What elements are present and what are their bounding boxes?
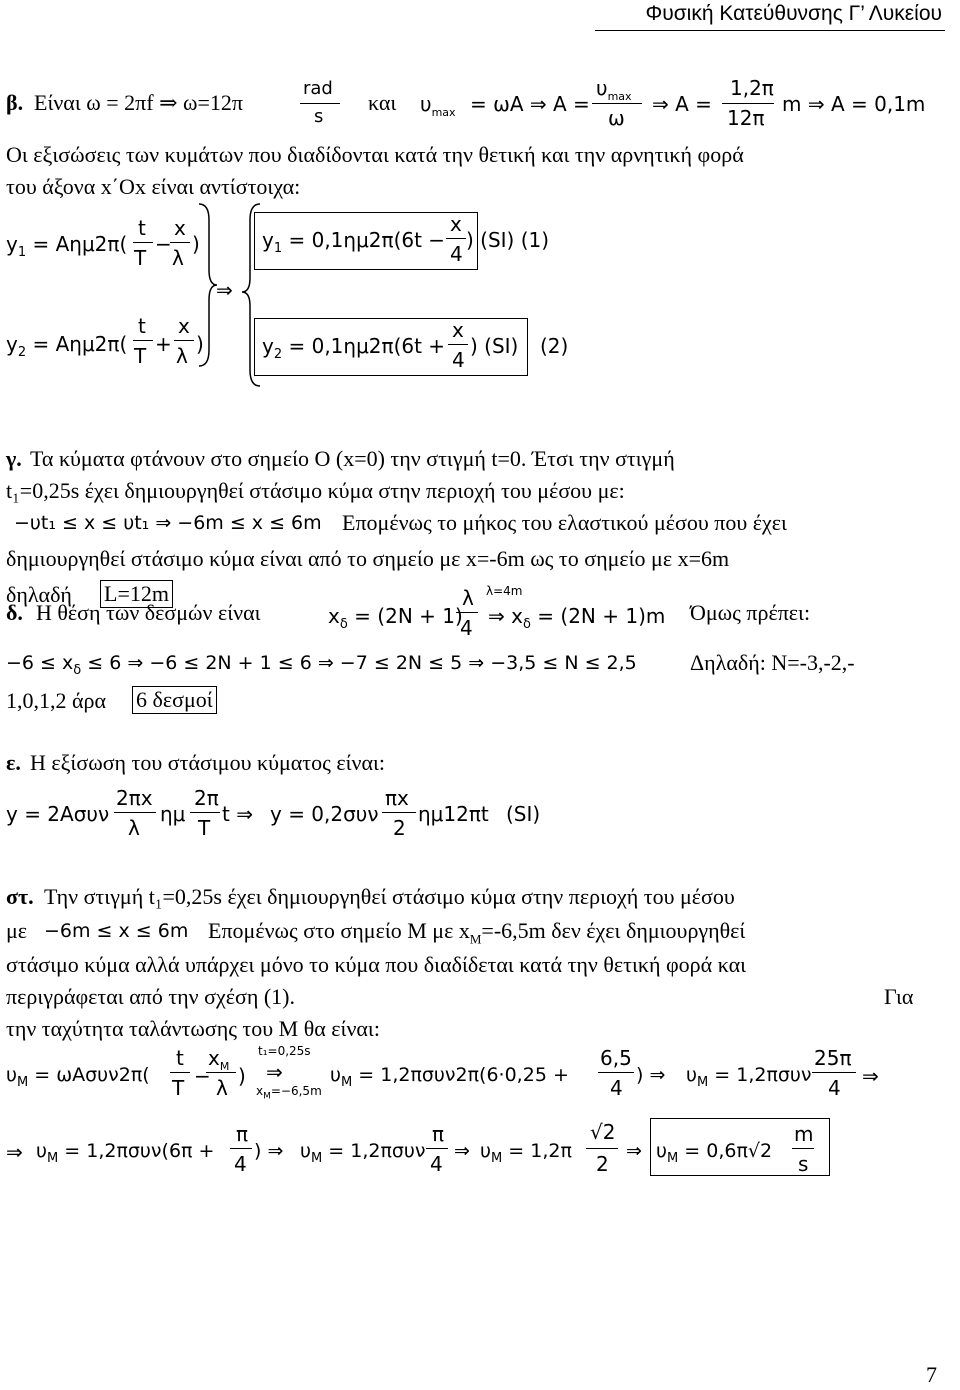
- text-line: Οι εξισώσεις των κυμάτων που διαδίδονται κατά την θετική και την αρνητική φορά: [6, 142, 744, 167]
- frac-den: 4: [430, 1152, 443, 1176]
- velocity-r1-a: $\upsilon_M = \omega A\sigma\upsilon\nu 2\pi$(: [6, 1064, 150, 1090]
- text-line: δηλαδή: [6, 582, 72, 607]
- frac-num: 2πx: [116, 786, 153, 810]
- text-line: 1,0,1,2 άρα: [6, 688, 107, 713]
- text-line: με: [6, 918, 28, 943]
- text-line: Την στιγμή t₁=0,25s έχει δημιουργηθεί στάσιμο κύμα στην περιοχή του μέσου: [44, 884, 735, 909]
- section-e-eq-d: y = 0,2συν: [270, 802, 379, 826]
- text-line: Όμως πρέπει:: [690, 600, 811, 625]
- frac-den: 4: [452, 348, 465, 372]
- frac-bar: [206, 1072, 236, 1073]
- frac-bar: [174, 340, 194, 341]
- velocity-r1-b: $\upsilon_M = 1,2\pi\sigma\upsilon\nu 2\pi(6\cdot 0,25$ +: [330, 1064, 569, 1090]
- condition-arrow: ⇒: [266, 1060, 283, 1084]
- implies-arrow: ⇒: [6, 1140, 23, 1164]
- frac-num: √2: [590, 1120, 616, 1144]
- y2-tag: (2): [540, 334, 569, 358]
- frac-den: λ: [216, 1076, 228, 1100]
- frac2-bar: [722, 103, 774, 104]
- frac-den: λ: [176, 344, 188, 368]
- velocity-r2-a: $\upsilon_M = 1,2\pi\sigma\upsilon\nu(6\pi$ +: [36, 1140, 215, 1166]
- section-b-eq-c: = ωA ⇒ A =: [470, 92, 590, 116]
- text-line: δημιουργηθεί στάσιμο κύμα είναι από το σημείο με x=-6m ως το σημείο με x=6m: [6, 546, 730, 571]
- frac-bar: [592, 103, 642, 104]
- frac-num: x: [174, 216, 186, 240]
- velocity-r1-d: $\upsilon_M = 1,2\pi\sigma\upsilon\nu$: [686, 1064, 812, 1090]
- frac-den: λ: [172, 246, 184, 270]
- section-b-label: β.: [6, 90, 24, 115]
- section-d-label: δ.: [6, 600, 23, 625]
- text-line: Επομένως στο σημείο Μ με $x_M=-6,5m$ δεν έχει δημιουργηθεί: [208, 918, 746, 947]
- frac-num: t: [176, 1046, 184, 1070]
- text-line: την ταχύτητα ταλάντωσης του Μ θα είναι:: [6, 1016, 380, 1041]
- section-e-label: ε.: [6, 750, 21, 775]
- frac-bar: [114, 812, 156, 813]
- y2-left-eq: $y_2 = A\eta\mu 2\pi$(: [6, 332, 128, 360]
- section-st-ineq: −6m ≤ x ≤ 6m: [44, 920, 189, 942]
- text-line: Η εξίσωση του στάσιμου κύματος είναι:: [30, 750, 385, 775]
- close-paren: ): [192, 232, 200, 256]
- header-underline: [595, 30, 945, 31]
- section-d-eq1: $x_\delta = (2N + 1)$: [328, 604, 463, 632]
- condition-label: t₁=0,25s: [258, 1044, 311, 1058]
- y1-right-end: ) (SI) (1): [466, 228, 550, 252]
- condition-label: λ=4m: [486, 584, 523, 598]
- frac-den: 2: [393, 816, 406, 840]
- implies-arrow: ⇒: [216, 278, 233, 302]
- text-line: Τα κύματα φτάνουν στο σημείο Ο (x=0) την στιγμή t=0. Έτσι την στιγμή: [30, 446, 675, 471]
- frac-den: λ: [128, 816, 140, 840]
- frac-bar: [382, 812, 416, 813]
- frac-den: 4: [460, 616, 473, 640]
- frac-bar: [133, 242, 153, 243]
- frac-bar: [586, 1148, 618, 1149]
- frac-bar: [426, 1148, 448, 1149]
- minus-sign: −: [155, 232, 172, 256]
- frac-den: T: [134, 344, 147, 368]
- unit-bar: [300, 103, 340, 104]
- frac-bar: [230, 1148, 252, 1149]
- y1-left-eq: $y_1 = A\eta\mu 2\pi$(: [6, 232, 128, 260]
- frac-den: T: [198, 816, 211, 840]
- text-line: Επομένως το μήκος του ελαστικού μέσου που έχει: [342, 510, 787, 535]
- y1-right-eq: $y_1 = 0,1\eta\mu 2\pi(6t$ −: [262, 228, 446, 256]
- frac-num: $\upsilon_{max}$: [596, 76, 632, 103]
- frac-bar: [792, 1148, 814, 1149]
- section-e-si: (SI): [506, 802, 541, 826]
- frac-num: t: [138, 216, 146, 240]
- page-number: 7: [926, 1362, 937, 1387]
- y2-right-end: ) (SI): [470, 334, 519, 358]
- frac2-num: 1,2π: [730, 76, 774, 100]
- frac-bar: [190, 812, 220, 813]
- velocity-r2-d: ⇒: [454, 1140, 470, 1162]
- velocity-r2-e: $\upsilon_M = 1,2\pi$: [480, 1140, 572, 1166]
- close-paren: ): [196, 332, 204, 356]
- text-line: Για: [884, 984, 914, 1009]
- frac-bar: [170, 1072, 190, 1073]
- unit-den: s: [314, 106, 324, 127]
- section-g-ineq: −υt₁ ≤ x ≤ υt₁ ⇒ −6m ≤ x ≤ 6m: [14, 512, 322, 534]
- frac-den: T: [172, 1076, 185, 1100]
- frac-bar: [448, 344, 468, 345]
- frac-num: x: [178, 314, 190, 338]
- text-line: περιγράφεται από την σχέση (1).: [6, 984, 295, 1009]
- frac-bar: [133, 340, 153, 341]
- implies-arrow: ⇒: [862, 1064, 879, 1088]
- text-line: Η θέση των δεσμών είναι: [36, 600, 261, 625]
- text-line: του άξονα x΄Οx είναι αντίστοιχα:: [6, 174, 301, 199]
- frac-num: λ: [462, 586, 474, 610]
- text-line: t₁=0,25s έχει δημιουργηθεί στάσιμο κύμα στην περιοχή του μέσου με:: [6, 478, 625, 503]
- frac-bar: [446, 238, 466, 239]
- section-st-label: στ.: [6, 884, 34, 909]
- velocity-r2-b: ) ⇒: [254, 1140, 284, 1162]
- frac-den: s: [798, 1152, 809, 1176]
- frac-num: x: [452, 318, 464, 342]
- frac-den: ω: [608, 106, 625, 130]
- text-line: στάσιμο κύμα αλλά υπάρχει μόνο το κύμα που διαδίδεται κατά την θετική φορά και: [6, 952, 747, 977]
- y2-right-eq: $y_2 = 0,1\eta\mu 2\pi(6t$ +: [262, 334, 446, 362]
- close-paren: ): [238, 1064, 246, 1088]
- frac-den: T: [134, 246, 147, 270]
- frac-den: 4: [828, 1076, 841, 1100]
- frac-num: m: [794, 1122, 814, 1146]
- frac-num: 6,5: [600, 1046, 632, 1070]
- section-b-result: m ⇒ A = 0,1m: [782, 92, 926, 116]
- section-b-eq-a: Είναι ω = 2πf ⇒ ω=12π: [34, 90, 243, 115]
- boxed-result: L=12m: [100, 580, 173, 608]
- frac-num: π: [236, 1122, 249, 1146]
- plus-sign: +: [155, 332, 172, 356]
- velocity-r1-c: ) ⇒: [636, 1064, 666, 1086]
- velocity-r2-c: $\upsilon_M = 1,2\pi\sigma\upsilon\nu$: [300, 1140, 426, 1166]
- frac-den: 2: [596, 1152, 609, 1176]
- section-d-eq2: ⇒ $x_\delta = (2N + 1)m$: [488, 604, 666, 632]
- section-e-eq-b: ημ: [160, 802, 186, 826]
- velocity-r2-f: ⇒: [626, 1140, 642, 1162]
- frac-bar: [456, 612, 478, 613]
- minus-sign: −: [194, 1064, 211, 1088]
- frac-num: $x_M$: [208, 1046, 230, 1073]
- frac-bar: [812, 1072, 856, 1073]
- frac-num: πx: [385, 786, 409, 810]
- boxed-result: 6 δεσμοί: [132, 686, 217, 714]
- frac2-den: 12π: [727, 106, 765, 130]
- frac-den: 4: [610, 1076, 623, 1100]
- frac-num: x: [450, 212, 462, 236]
- frac-num: π: [432, 1122, 445, 1146]
- velocity-r2-g: $\upsilon_M = 0,6\pi√2$: [656, 1140, 773, 1166]
- section-b-eq-b: $\upsilon_{max}$: [420, 92, 456, 119]
- frac-num: 2π: [194, 786, 219, 810]
- frac-num: t: [138, 314, 146, 338]
- frac-den: 4: [450, 242, 463, 266]
- frac-bar: [170, 242, 190, 243]
- section-d-ineq: $-6 \le x_\delta \le 6$ ⇒ −6 ≤ 2N + 1 ≤ 6 ⇒ −7 ≤ 2N ≤ 5 ⇒ −3,5 ≤ N ≤ 2,5: [6, 652, 637, 678]
- section-b-arrow: ⇒ A =: [652, 92, 712, 116]
- section-e-eq-c: t ⇒: [222, 802, 253, 826]
- section-g-label: γ.: [6, 446, 22, 471]
- frac-num: 25π: [814, 1046, 852, 1070]
- kai-word: και: [368, 90, 397, 115]
- page-header-title: Φυσική Κατεύθυνσης Γ’ Λυκείου: [645, 2, 942, 25]
- frac-den: 4: [234, 1152, 247, 1176]
- text-line: Δηλαδή: N=-3,-2,-: [690, 650, 855, 675]
- section-e-eq-e: ημ12πt: [418, 802, 489, 826]
- section-e-eq-a: y = 2Aσυν: [6, 802, 110, 826]
- frac-bar: [598, 1072, 634, 1073]
- unit-num: rad: [303, 78, 333, 99]
- condition-label: $x_M=-6,5m$: [256, 1084, 322, 1102]
